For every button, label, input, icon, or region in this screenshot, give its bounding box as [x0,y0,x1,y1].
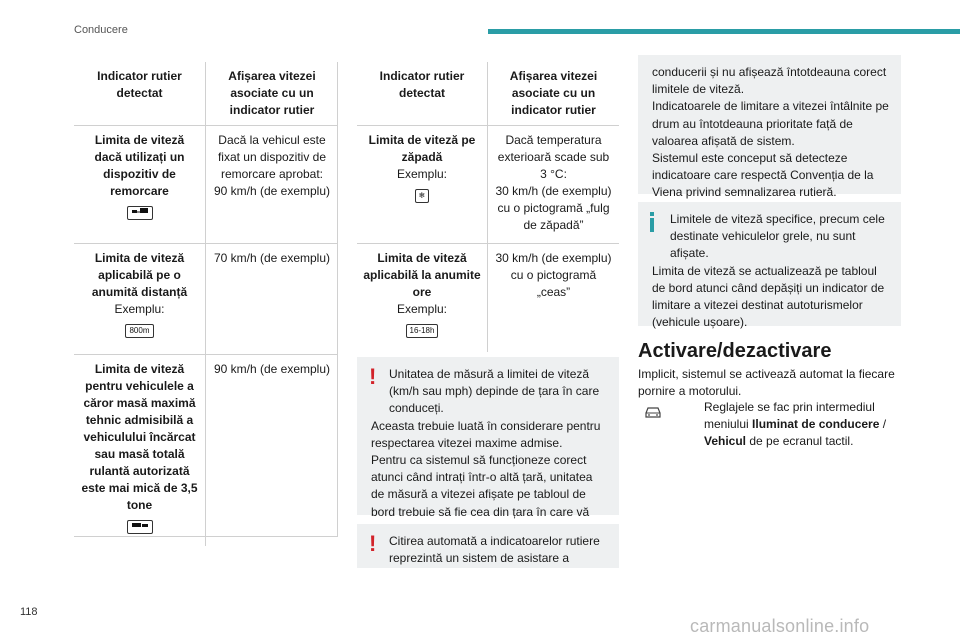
table2-row1-display: Dacă temperatura exterioară scade sub 3 °C: 30 km/h (de exemplu) cu o pictogramă „fulg de zăpadă” [488,126,620,244]
snowflake-icon: ❄ [415,189,430,203]
watermark: carmanualsonline.info [690,616,870,636]
table1-header-sign: Indicator rutier detectat [74,62,206,126]
warning-icon: ! [369,531,377,556]
table2-row2-sign: Limita de viteză aplicabilă la anumite ore Exemplu: 16-18h [357,244,488,352]
truck-trailer-icon [127,520,153,534]
table1-row3-sign: Limita de viteză pentru vehiculele a căror masă maximă tehnic admisibilă a vehiculului încărcat sau masă totală rulantă autorizată este mai mică de 3,5 tone [74,355,206,546]
header-title: Conducere [74,24,128,36]
table1-row2-sign: Limita de viteză aplicabilă pe o anumită distanță Exemplu: 800m [74,244,206,355]
info-notice-heavy-vehicles: Limitele de viteză specifice, precum cele destinate vehiculelor grele, nu sunt afișate. Limita de viteză se actualizează pe tabloul de bord atunci când depășiți un indicator de limitare a vitezei destinat autoturismelor (vehicule ușoare). [638,202,901,326]
warning-notice-units: ! Unitatea de măsură a limitei de viteză (km/h sau mph) depinde de țara în care conduceți. Aceasta trebuie luată în considerare pentru respectarea vitezei maxime admise. Pentru ca sistemul să funcționeze corect atunci când intrați într-o altă țară, unitatea de măsură a vitezei afișate pe tabloul de bord trebuie să fie cea din țara în care vă [357,357,619,515]
table2-header-sign: Indicator rutier detectat [357,62,488,126]
warning-icon: ! [369,364,377,389]
speed-signs-table-2 [357,62,619,352]
page-number: 118 [20,606,38,618]
table1-row1-sign: Limita de viteză dacă utilizați un dispozitiv de remorcare [74,126,206,244]
table2-row2-display: 30 km/h (de exemplu) cu o pictogramă „ceas” [488,244,620,352]
table1-row3-display: 90 km/h (de exemplu) [206,355,339,546]
warning-notice-continuation: conducerii și nu afișează întotdeauna corect limitele de viteză. Indicatoarele de limitare a vitezei întâlnite pe drum au întotdeauna prioritate față de valoarea afișată de sistem. Sistemul este conceput să detecteze indicatoare care respectă Convenția de la Viena privind semnalizarea rutieră. [638,55,901,194]
distance-sign-icon: 800m [125,324,153,338]
activation-paragraph: Implicit, sistemul se activează automat la fiecare pornire a motorului. [638,367,895,398]
settings-paragraph: Reglajele se fac prin intermediul meniului Iluminat de conducere / Vehicul de pe ecranul tactil. [704,400,887,448]
header-accent-bar [488,29,960,34]
table1-row2-display: 70 km/h (de exemplu) [206,244,339,355]
speed-signs-table-1 [74,62,338,546]
table2-row1-sign: Limita de viteză pe zăpadă Exemplu: ❄ [357,126,488,244]
table1-row1-display: Dacă la vehicul este fixat un dispozitiv de remorcare aprobat: 90 km/h (de exemplu) [206,126,339,244]
trailer-icon [127,206,153,220]
info-icon [650,212,654,232]
section-title: Activare/dezactivare [638,340,832,362]
table1-header-display: Afișarea vitezei asociate cu un indicator rutier [206,62,339,126]
table2-header-display: Afișarea vitezei asociate cu un indicator rutier [488,62,620,126]
clock-hours-icon: 16-18h [406,324,439,338]
warning-notice-assist: ! Citirea automată a indicatoarelor rutiere reprezintă un sistem de asistare a [357,524,619,568]
